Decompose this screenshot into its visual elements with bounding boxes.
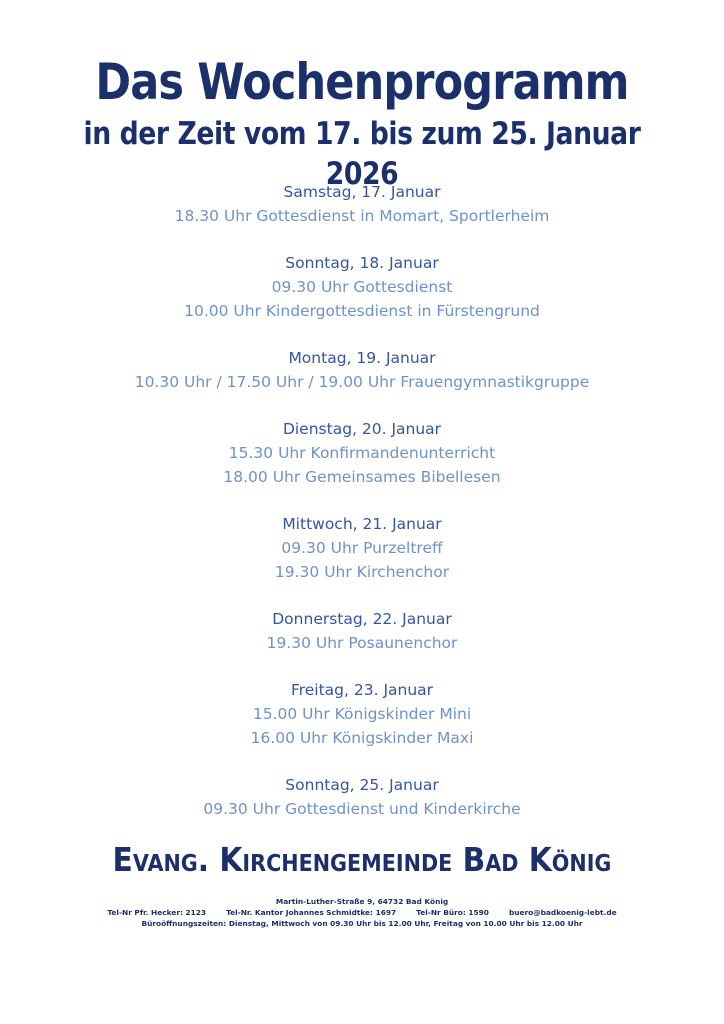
day-name: Sonntag, 25. Januar [285, 776, 439, 794]
day-name: Mittwoch, 21. Januar [282, 515, 442, 533]
footer-phone-office: Tel-Nr Büro: 1590 [416, 908, 489, 917]
event-item: 15.00 Uhr Königskinder Mini [252, 705, 472, 723]
event-item: 10.30 Uhr / 17.50 Uhr / 19.00 Uhr Frauengymnastikgruppe [134, 373, 590, 391]
footer-office-hours: Büroöffnungszeiten: Dienstag, Mittwoch von 09.30 Uhr bis 12.00 Uhr, Freitag von 10.00 Uhr bis 12.00 Uhr [141, 919, 583, 928]
event-item: 09.30 Uhr Purzeltreff [281, 539, 443, 557]
footer-address: Martin-Luther-Straße 9, 64732 Bad König [275, 897, 449, 906]
event-item: 18.00 Uhr Gemeinsames Bibellesen [223, 468, 501, 486]
day-name: Donnerstag, 22. Januar [272, 610, 452, 628]
event-item: 09.30 Uhr Gottesdienst [271, 278, 453, 296]
event-item: 15.30 Uhr Konfirmandenunterricht [228, 444, 496, 462]
day-name: Sonntag, 18. Januar [285, 254, 439, 272]
organization-name: Evang. Kirchengemeinde Bad König [112, 840, 612, 879]
weekly-schedule [0, 180, 724, 844]
day-name: Montag, 19. Januar [288, 349, 436, 367]
event-item: 18.30 Uhr Gottesdienst in Momart, Sportlerheim [174, 207, 550, 225]
day-name: Freitag, 23. Januar [290, 681, 434, 699]
day-block [0, 346, 724, 394]
day-block [0, 678, 724, 750]
day-name: Dienstag, 20. Januar [282, 420, 442, 438]
event-item: 10.00 Uhr Kindergottesdienst in Fürstengrund [184, 302, 540, 320]
event-item: 19.30 Uhr Kirchenchor [274, 563, 450, 581]
event-item: 09.30 Uhr Gottesdienst und Kinderkirche [203, 800, 521, 818]
event-item: 19.30 Uhr Posaunenchor [266, 634, 458, 652]
day-name: Samstag, 17. Januar [283, 183, 441, 201]
footer-phone-kantor: Tel-Nr. Kantor Johannes Schmidtke: 1697 [226, 908, 397, 917]
day-block [0, 773, 724, 821]
day-block [0, 512, 724, 584]
footer-phone-pastor: Tel-Nr Pfr. Hecker: 2123 [107, 908, 207, 917]
day-block [0, 180, 724, 228]
day-block [0, 417, 724, 489]
footer-email[interactable]: buero@badkoenig-lebt.de [508, 908, 617, 917]
page-subtitle: in der Zeit vom 17. bis zum 25. Januar 2026 [83, 116, 641, 192]
day-block [0, 607, 724, 655]
event-item: 16.00 Uhr Königskinder Maxi [250, 729, 474, 747]
footer [0, 896, 724, 929]
day-block [0, 251, 724, 323]
footer-contacts [0, 907, 724, 918]
page-title: Das Wochenprogramm [95, 53, 629, 111]
